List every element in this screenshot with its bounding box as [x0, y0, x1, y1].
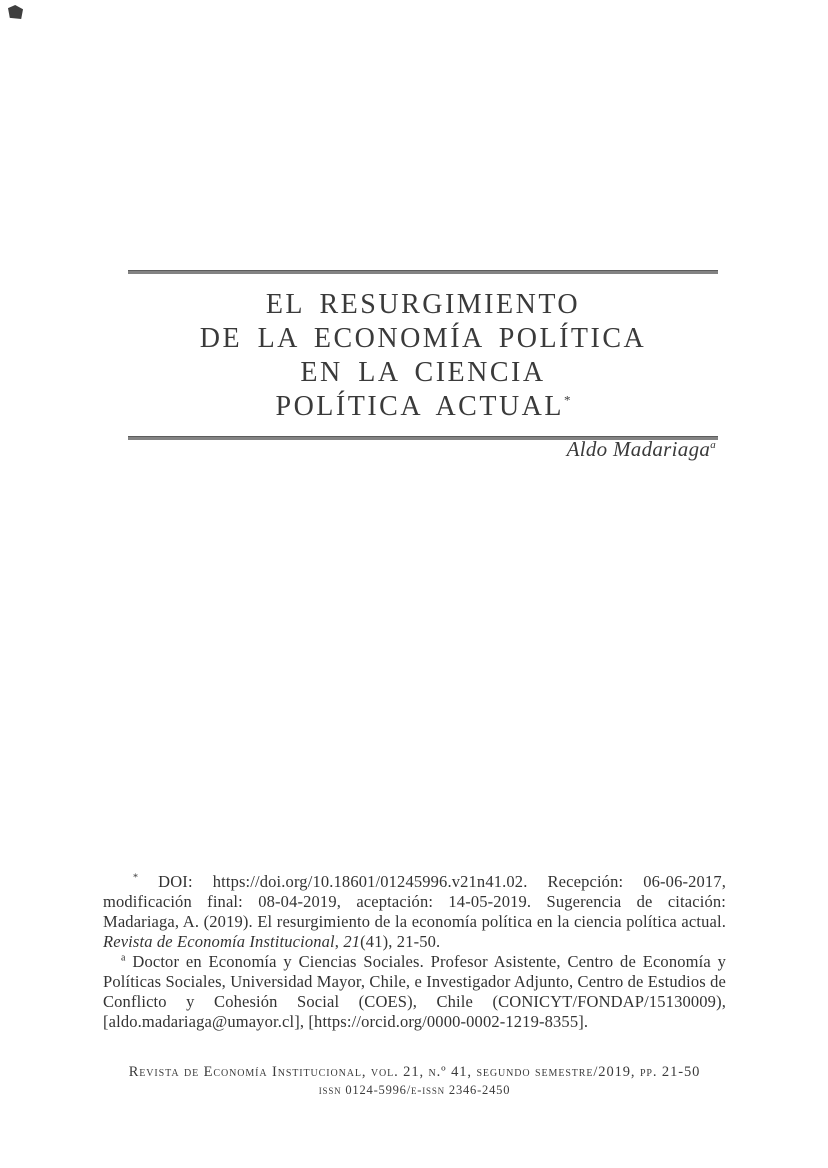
author-footnote-marker: a [710, 439, 716, 451]
journal-citation-line: Revista de Economía Institucional, vol. 21, n.º 41, segundo semestre/2019, pp. 21-50 [128, 1064, 701, 1080]
journal-name-italic: Revista de Economía Institucional [103, 932, 335, 951]
footnote-bio-marker: a [121, 952, 126, 964]
author-byline [104, 437, 716, 461]
title-line-4 [128, 390, 718, 424]
title-line-3: EN LA CIENCIA [300, 357, 546, 388]
scan-corner-artifact [8, 5, 23, 19]
title-footnote-marker: * [564, 392, 571, 408]
footnote-author-bio [103, 952, 726, 1032]
page-footer [103, 1062, 726, 1099]
footnotes-section [103, 872, 726, 1032]
author-name: Aldo Madariaga [566, 437, 711, 461]
title-line-2: DE LA ECONOMÍA POLÍTICA [199, 323, 647, 354]
footnote-doi-marker: * [133, 872, 139, 884]
title-block [128, 270, 718, 440]
article-title [128, 274, 718, 436]
title-line-1: EL RESURGIMIENTO [265, 289, 581, 320]
footnote-doi-pages: (41), 21-50. [360, 932, 441, 951]
title-line-4-text: POLÍTICA ACTUAL [275, 391, 564, 422]
footnote-bio-text: Doctor en Economía y Ciencias Sociales. Profesor Asistente, Centro de Economía y Políticas Sociales, Universidad Mayor, Chile, e Investigador Adjunto, Centro de Estudios de Conflicto y Cohesión Social (COES), Chile (CONICYT/FONDAP/15130009), [aldo.madariaga@umayor.cl], [https://orcid.org/0000-0002-1219-8355]. [103, 952, 726, 1031]
volume-number-italic: 21 [343, 932, 361, 951]
issn-line: issn 0124-5996/e-issn 2346-2450 [318, 1083, 511, 1097]
footnote-doi [103, 872, 726, 952]
footnote-doi-sep: , [334, 932, 344, 951]
footnote-doi-text: DOI: https://doi.org/10.18601/01245996.v21n41.02. Recepción: 06-06-2017, modificación final: 08-04-2019, aceptación: 14-05-2019. Sugerencia de citación: Madariaga, A. (2019). El resurgimiento de la economía política en la ciencia política actual. [103, 872, 726, 931]
